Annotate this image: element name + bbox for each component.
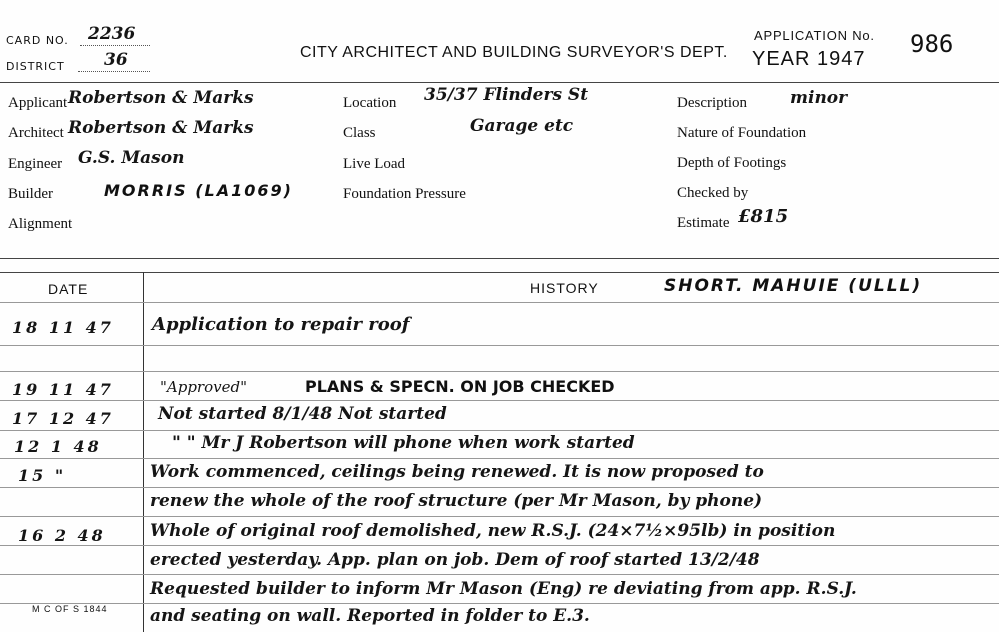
- history-entry: "Approved": [160, 378, 247, 396]
- applicant-value: Robertson & Marks: [68, 88, 254, 108]
- estimate-label: Estimate: [677, 215, 730, 231]
- builder-label: Builder: [8, 186, 53, 202]
- fields-divider: [0, 258, 999, 259]
- builder-value: MORRIS (LA1069): [104, 181, 293, 200]
- district-underline: [78, 71, 150, 72]
- district-label: DISTRICT: [6, 60, 65, 73]
- row-line: [0, 545, 999, 546]
- form-code: M C OF S 1844: [32, 604, 108, 614]
- location-label: Location: [343, 95, 397, 111]
- history-top-border: [0, 272, 999, 273]
- history-entry: erected yesterday. App. plan on job. Dem of roof started 13/2/48: [150, 550, 760, 570]
- class-label: Class: [343, 125, 376, 141]
- row-line: [0, 574, 999, 575]
- application-no-label: APPLICATION No.: [754, 28, 875, 43]
- card-no-label: CARD NO.: [6, 34, 69, 47]
- history-entry: Work commenced, ceilings being renewed. It is now proposed to: [150, 462, 764, 482]
- history-date: 18 11 47: [12, 318, 114, 337]
- history-date: 15 ": [18, 466, 67, 485]
- architect-value: Robertson & Marks: [68, 118, 254, 138]
- live-load-label: Live Load: [343, 156, 406, 172]
- class-value: Garage etc: [470, 116, 574, 136]
- description-value: minor: [790, 88, 848, 108]
- history-entry: and seating on wall. Reported in folder to E.3.: [150, 606, 590, 626]
- engineer-label: Engineer: [8, 156, 63, 172]
- row-line: [0, 371, 999, 372]
- row-line: [0, 400, 999, 401]
- history-date: 19 11 47: [12, 380, 114, 399]
- location-value: 35/37 Flinders St: [424, 85, 589, 105]
- year-label: YEAR 1947: [752, 48, 866, 70]
- row-line: [0, 430, 999, 431]
- history-date: 12 1 48: [14, 437, 102, 456]
- foundation-pressure-label: Foundation Pressure: [343, 186, 466, 202]
- date-column-header: DATE: [48, 281, 89, 297]
- history-entry: Application to repair roof: [152, 314, 410, 335]
- history-entry: Whole of original roof demolished, new R.S.J. (24×7½×95lb) in position: [150, 521, 836, 541]
- card-no-underline: [80, 45, 150, 46]
- card-no-value: 2236: [88, 24, 136, 44]
- row-line: [0, 345, 999, 346]
- header-divider: [0, 82, 999, 83]
- row-line: [0, 458, 999, 459]
- history-entry: renew the whole of the roof structure (per Mr Mason, by phone): [150, 491, 763, 511]
- history-entry: Requested builder to inform Mr Mason (Eng) re deviating from app. R.S.J.: [150, 579, 857, 599]
- history-entry: " " Mr J Robertson will phone when work started: [172, 433, 635, 453]
- district-value: 36: [104, 50, 128, 70]
- row-line: [0, 302, 999, 303]
- alignment-label: Alignment: [8, 216, 73, 232]
- department-title: CITY ARCHITECT AND BUILDING SURVEYOR'S DEPT.: [300, 44, 728, 61]
- history-header-stamp: SHORT. MAHUIE (ULLL): [664, 276, 923, 296]
- date-column-divider: [143, 272, 144, 632]
- row-line: [0, 516, 999, 517]
- application-number: 986: [910, 30, 954, 58]
- history-date: 16 2 48: [18, 526, 106, 545]
- history-date: 17 12 47: [12, 409, 114, 428]
- row-line: [0, 603, 999, 604]
- depth-of-footings-label: Depth of Footings: [677, 155, 787, 171]
- history-column-header: HISTORY: [530, 280, 599, 296]
- nature-of-foundation-label: Nature of Foundation: [677, 125, 807, 141]
- row-line: [0, 487, 999, 488]
- checked-stamp: PLANS & SPECN. ON JOB CHECKED: [305, 377, 615, 396]
- description-label: Description: [677, 95, 747, 111]
- history-entry: Not started 8/1/48 Not started: [158, 404, 447, 424]
- checked-by-label: Checked by: [677, 185, 749, 201]
- architect-label: Architect: [8, 125, 64, 141]
- estimate-value: £815: [738, 206, 789, 227]
- engineer-value: G.S. Mason: [78, 148, 185, 168]
- applicant-label: Applicant: [8, 95, 68, 111]
